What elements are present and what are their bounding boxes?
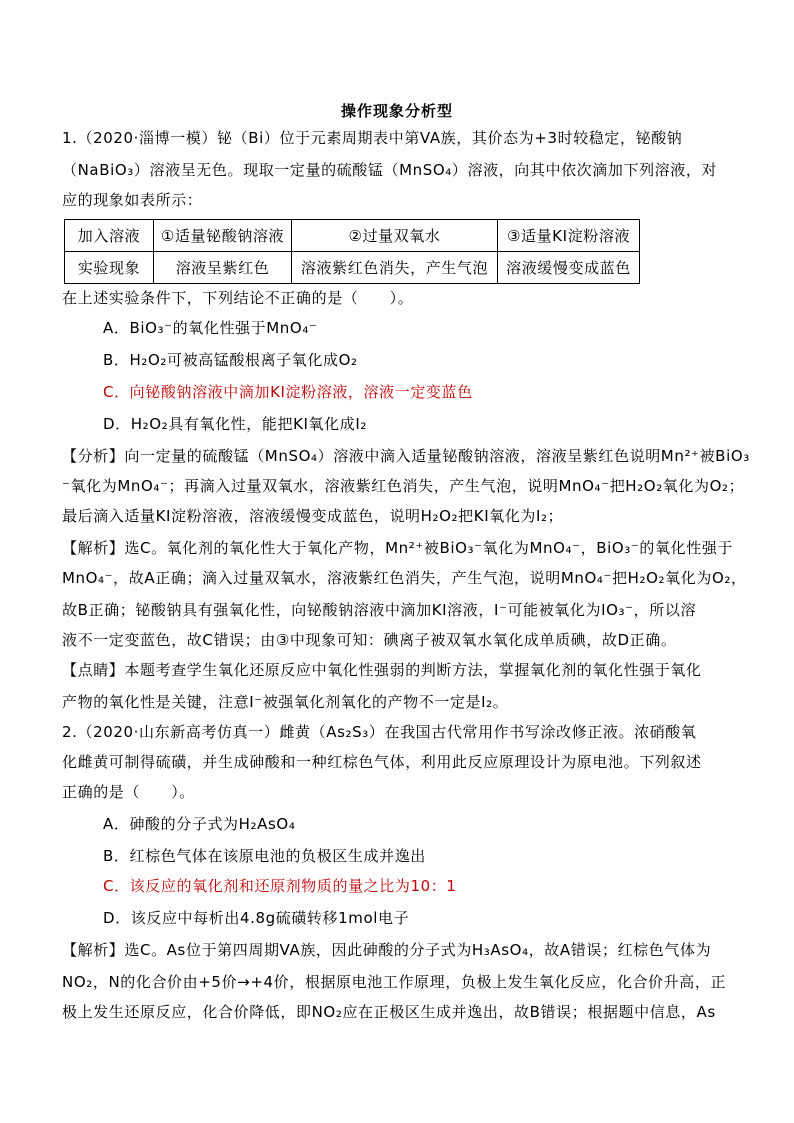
q1-analysis-line-2: ⁻氧化为MnO₄⁻；再滴入过量双氧水，溶液紫红色消失，产生气泡，说明MnO₄⁻把H₂O₂氧化为O₂； <box>62 477 745 495</box>
q1-solution-line-2: MnO₄⁻，故A正确；滴入过量双氧水，溶液紫红色消失，产生气泡，说明MnO₄⁻把H₂O₂氧化为O₂， <box>62 569 747 587</box>
experiment-table <box>64 219 640 284</box>
q1-analysis-line-1: 【分析】向一定量的硫酸锰（MnSO₄）溶液中滴入适量铋酸钠溶液，溶液呈紫红色说明Mn²⁺被BiO₃ <box>62 447 750 465</box>
q1-analysis-line-3: 最后滴入适量KI淀粉溶液，溶液缓慢变成蓝色，说明H₂O₂把KI氧化为I₂； <box>62 507 564 525</box>
q1-solution-line-1: 【解析】选C。氧化剂的氧化性大于氧化产物，Mn²⁺被BiO₃⁻氧化为MnO₄⁻，BiO₃⁻的氧化性强于 <box>62 539 734 557</box>
table-row <box>65 252 640 284</box>
page-title: 操作现象分析型 <box>340 102 453 120</box>
q1-comment-line-2: 产物的氧化性是关键，注意I⁻被强氧化剂氧化的产物不一定是I₂。 <box>62 693 509 711</box>
q2-solution-line-1: 【解析】选C。As位于第四周期VA族，因此砷酸的分子式为H₃AsO₄，故A错误；红棕色气体为 <box>62 941 712 959</box>
q1-solution-line-3: 故B正确；铋酸钠具有强氧化性，向铋酸钠溶液中滴加KI溶液，I⁻可能被氧化为IO₃⁻，所以溶 <box>62 601 697 619</box>
q1-stem-line-1: 1.（2020·淄博一模）铋（Bi）位于元素周期表中第VA族，其价态为+3时较稳定，铋酸钠 <box>62 129 683 147</box>
q1-solution-line-4: 液不一定变蓝色，故C错误；由③中现象可知：碘离子被双氧水氧化成单质碘，故D正确。 <box>62 631 677 649</box>
table-cell: 加入溶液 <box>65 220 154 252</box>
table-cell: ②过量双氧水 <box>292 220 498 252</box>
q1-stem-line-2: （NaBiO₃）溶液呈无色。现取一定量的硫酸锰（MnSO₄）溶液，向其中依次滴加下列溶液，对 <box>62 161 718 179</box>
table-row <box>65 220 640 252</box>
table-cell: 溶液紫红色消失，产生气泡 <box>292 252 498 284</box>
q1-option-d: D．H₂O₂具有氧化性，能把KI氧化成I₂ <box>103 415 367 433</box>
q2-solution-line-2: NO₂，N的化合价由+5价→+4价，根据原电池工作原理，负极上发生氧化反应，化合价升高，正 <box>62 973 727 991</box>
table-cell: 实验现象 <box>65 252 154 284</box>
q1-option-a: A．BiO₃⁻的氧化性强于MnO₄⁻ <box>103 319 318 337</box>
q1-option-b: B．H₂O₂可被高锰酸根离子氧化成O₂ <box>103 351 358 369</box>
q1-question: 在上述实验条件下，下列结论不正确的是（ ）。 <box>62 289 414 307</box>
table-cell: 溶液呈紫红色 <box>154 252 292 284</box>
q2-option-d: D．该反应中每析出4.8g硫磺转移1mol电子 <box>103 909 410 927</box>
table-cell: ③适量KI淀粉溶液 <box>498 220 640 252</box>
table-cell: 溶液缓慢变成蓝色 <box>498 252 640 284</box>
q2-stem-line-3: 正确的是（ ）。 <box>62 783 195 801</box>
q2-option-b: B．红棕色气体在该原电池的负极区生成并逸出 <box>103 847 426 865</box>
q2-option-c-answer: C．该反应的氧化剂和还原剂物质的量之比为10：1 <box>103 877 457 895</box>
q1-option-c-answer: C．向铋酸钠溶液中滴加KI淀粉溶液，溶液一定变蓝色 <box>103 383 473 401</box>
q2-option-a: A．砷酸的分子式为H₂AsO₄ <box>103 815 296 833</box>
q2-stem-line-2: 化雌黄可制得硫磺，并生成砷酸和一种红棕色气体，利用此反应原理设计为原电池。下列叙述 <box>62 753 702 771</box>
q1-stem-line-3: 应的现象如表所示： <box>62 191 203 209</box>
q2-stem-line-1: 2.（2020·山东新高考仿真一）雌黄（As₂S₃）在我国古代常用作书写涂改修正液。浓硝酸氧 <box>62 723 697 741</box>
table-cell: ①适量铋酸钠溶液 <box>154 220 292 252</box>
q2-solution-line-3: 极上发生还原反应，化合价降低，即NO₂应在正极区生成并逸出，故B错误；根据题中信息，As <box>62 1003 716 1021</box>
q1-comment-line-1: 【点睛】本题考查学生氧化还原反应中氧化性强弱的判断方法，掌握氧化剂的氧化性强于氧化 <box>62 661 702 679</box>
